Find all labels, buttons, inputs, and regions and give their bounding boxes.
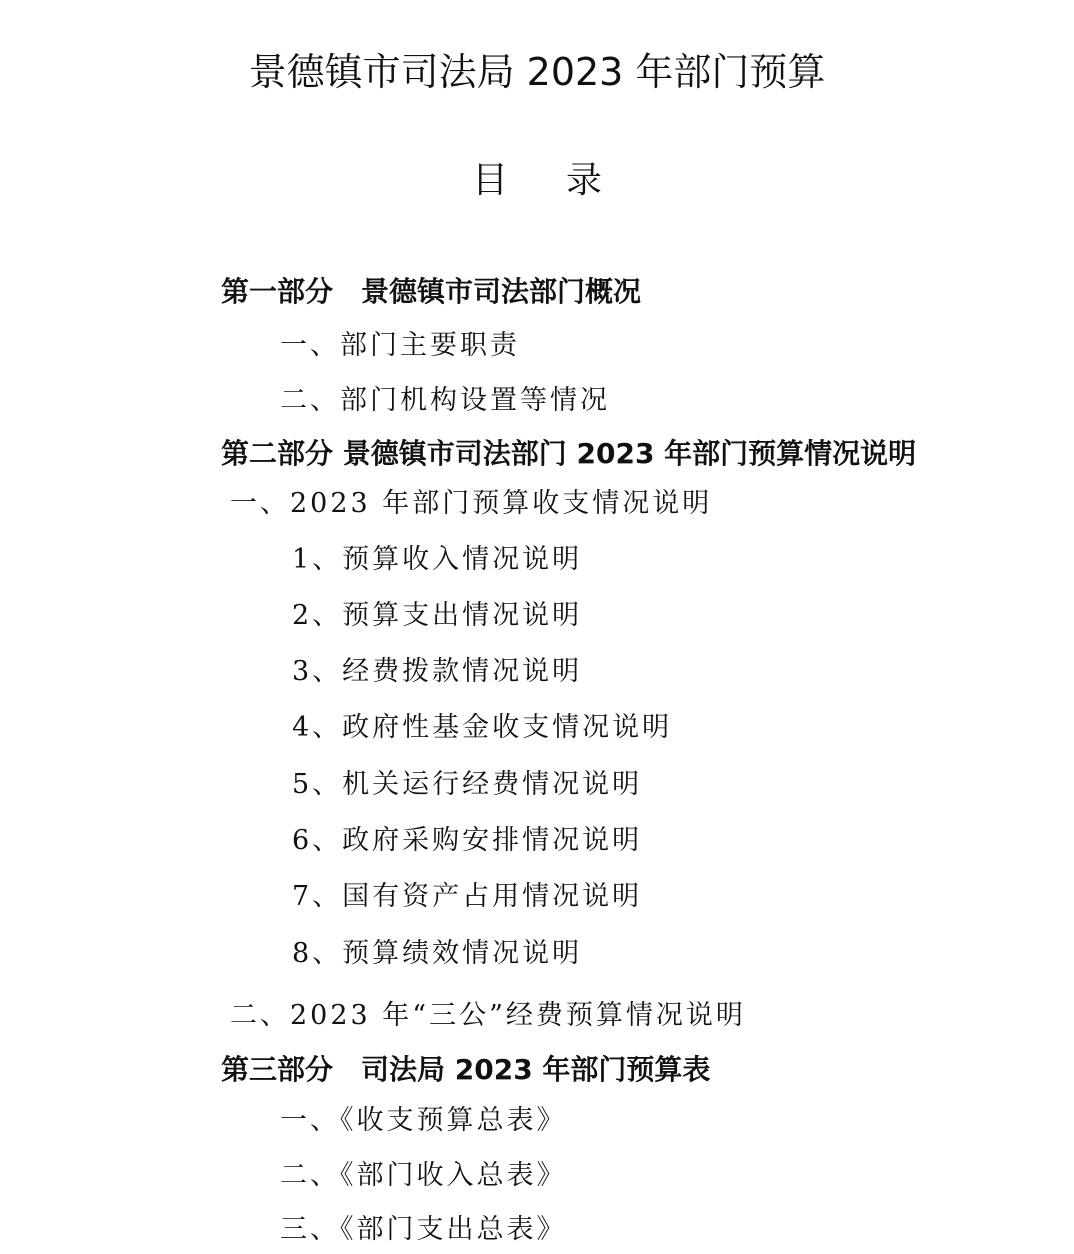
toc-part-2: 第二部分 景德镇市司法部门 2023 年部门预算情况说明 [221, 437, 917, 470]
toc-item-part1-1: 一、部门主要职责 [280, 330, 520, 361]
toc-section-2-1: 一、2023 年部门预算收支情况说明 [230, 488, 713, 519]
toc-subitem-5: 5、机关运行经费情况说明 [292, 769, 643, 800]
toc-subitem-6: 6、政府采购安排情况说明 [292, 825, 643, 856]
toc-subitem-1: 1、预算收入情况说明 [292, 544, 583, 575]
toc-part-3: 第三部分 司法局 2023 年部门预算表 [221, 1053, 711, 1086]
toc-subitem-3: 3、经费拨款情况说明 [292, 656, 583, 687]
toc-item-part3-2: 二、《部门收入总表》 [280, 1160, 567, 1191]
toc-subitem-7: 7、国有资产占用情况说明 [292, 881, 643, 912]
toc-item-part3-3: 三、《部门支出总表》 [280, 1214, 567, 1245]
toc-item-part3-1: 一、《收支预算总表》 [280, 1105, 567, 1136]
toc-subitem-8: 8、预算绩效情况说明 [292, 938, 583, 969]
toc-item-part1-2: 二、部门机构设置等情况 [280, 385, 610, 416]
toc-heading: 目录 [471, 160, 660, 201]
toc-section-2-2: 二、2023 年“三公”经费预算情况说明 [230, 1000, 746, 1031]
toc-subitem-4: 4、政府性基金收支情况说明 [292, 712, 673, 743]
toc-subitem-2: 2、预算支出情况说明 [292, 600, 583, 631]
document-title: 景德镇市司法局 2023 年部门预算 [248, 50, 826, 94]
toc-part-1: 第一部分 景德镇市司法部门概况 [221, 275, 642, 308]
